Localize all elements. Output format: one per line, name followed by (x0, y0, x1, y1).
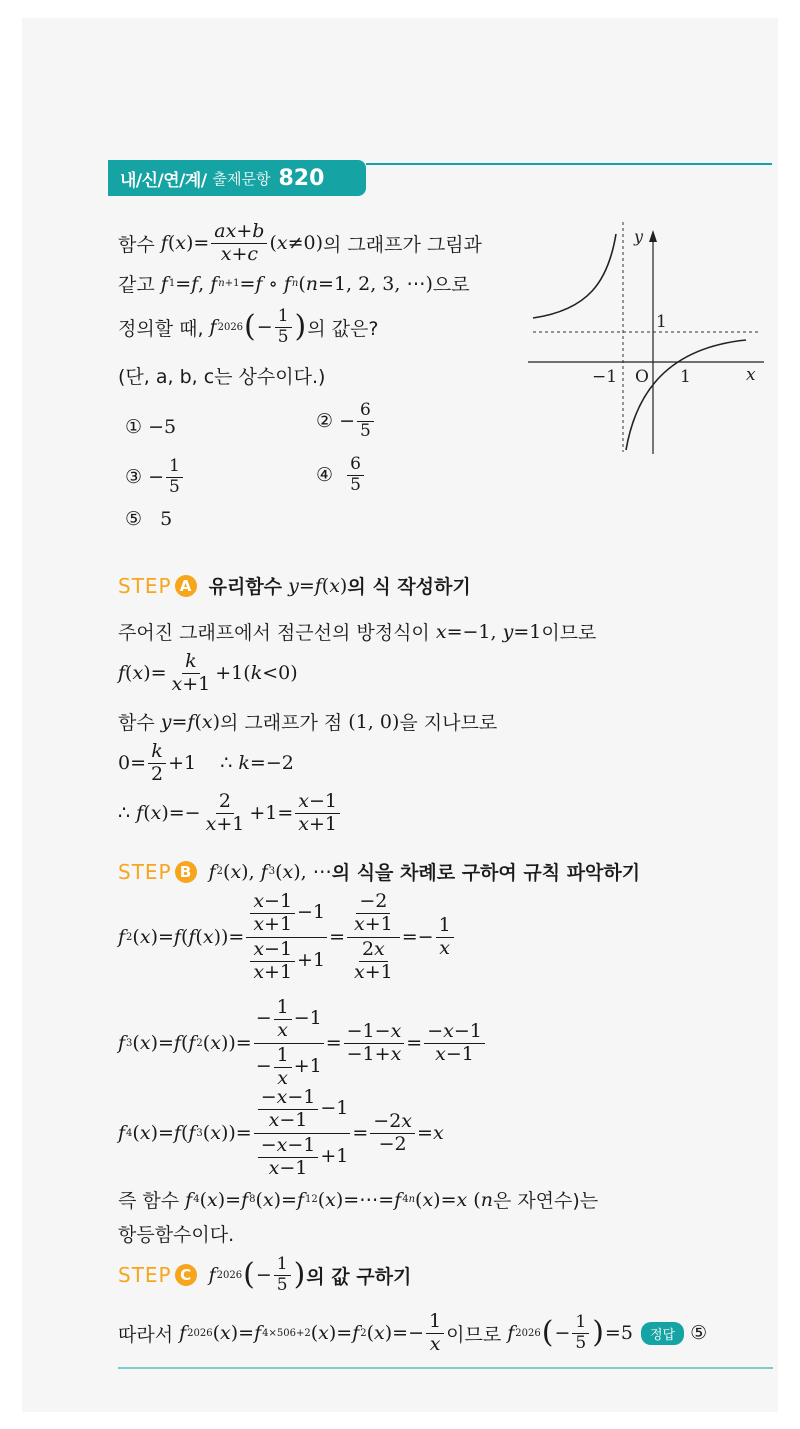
step-c-line-1: 따라서 f 2026 ( x )= f 4×506+2 ( x )= f 2 ( x )=− $\frac{1}{x}$ 이므로 f 2026 ( − $\frac{1}{5}$ ) =5 정답 ⑤ (118, 1310, 708, 1355)
step-b-f4: f 4 ( x )= f ( f 3 ( x ))= $\frac{-x-1}{x-1}$ −1 $\frac{-x-1}{x-1}$ +1 = $\frac{-2x}{-2}$ = x (118, 1086, 444, 1179)
problem-line-2: 같고 f 1 = f , f n+1 = f ∘ f n ( n =1, 2, 3, ⋯) 으로 (118, 270, 470, 297)
problem-text: 의 값은? (307, 317, 379, 340)
tick-label-1-y: 1 (656, 312, 667, 332)
step-c-heading: STEP C f 2026 ( − $\frac{1}{5}$ ) 의 값 구하기 (118, 1254, 412, 1295)
step-a-line-4: 0= $\frac{k}{2}$ +1 ∴ k =−2 (118, 740, 294, 785)
step-b-f3: f 3 ( x )= f ( f 2 ( x ))= − $\frac{1}{x}$ −1 − $\frac{1}{x}$ +1 = $\frac{-1-x}{-1+x}$ = $\frac{-x-1}{x-1}$ (118, 998, 487, 1089)
problem-text: 으로 (432, 274, 470, 296)
step-a-line-2: f ( x )= $\frac{k}{x+1}$ +1( k <0) (118, 650, 298, 695)
choice-4[interactable]: ④ $\frac{6}{5}$ (316, 456, 366, 495)
problem-text: 의 그래프가 그림과 (323, 233, 482, 256)
y-axis-arrow (649, 230, 657, 242)
tick-label-1-x: 1 (680, 367, 691, 387)
footer-rule (118, 1367, 773, 1369)
curve-right-branch (626, 340, 746, 450)
problem-header (108, 160, 366, 196)
problem-number: 820 (278, 165, 325, 191)
curve-left-branch (533, 234, 616, 318)
step-b-line-4: 즉 함수 f 4 ( x )= f 8 ( x )= f 12 ( x )=⋯= f 4n ( x )= x ( n 은 자연수)는 (118, 1188, 599, 1212)
step-c-badge: C (175, 1264, 197, 1286)
choice-1[interactable]: ① − 5 (125, 416, 177, 438)
choice-3[interactable]: ③ − $\frac{1}{5}$ (125, 458, 185, 497)
tick-label-neg1: −1 (592, 367, 618, 387)
problem-text: 함수 (118, 233, 155, 256)
step-b-line-5: 항등함수이다. (118, 1224, 235, 1246)
step-a-badge: A (175, 575, 197, 597)
header-subtitle: 출제문항 (212, 169, 271, 188)
step-a-heading: STEP A 유리함수 y = f ( x ) 의 식 작성하기 (118, 573, 471, 598)
step-a-line-3: 함수 y = f ( x ) 의 그래프가 점 (1, 0) 을 지나므로 (118, 710, 498, 734)
function-graph (528, 222, 768, 462)
problem-line-3: 정의할 때, f 2026 ( − $\frac{1}{5}$ ) 의 값은? (118, 306, 379, 347)
y-axis-label: y (634, 227, 644, 246)
problem-text: 정의할 때, (118, 317, 204, 340)
problem-line-1: 함수 f ( x )= $\frac{ax+b}{x+c}$ ( x ≠0) 의 그래프가 그림과 (118, 220, 482, 265)
choice-5[interactable]: ⑤ 5 (125, 508, 173, 530)
header-title: 내/신/연/계/ (120, 170, 207, 191)
answer-badge: 정답 (641, 1322, 684, 1345)
problem-condition: (단, a, b, c는 상수이다.) (118, 366, 326, 388)
step-b-heading: STEP B f 2 ( x ), f 3 ( x ), ⋯ 의 식을 차례로 구하여 규칙 파악하기 (118, 859, 641, 884)
step-b-f2: f 2 ( x )= f ( f ( x ))= $\frac{x-1}{x+1}$ −1 $\frac{x-1}{x+1}$ +1 = $\frac{-2}{x+1}$ $\frac{2x}{x+1}$ =− $\frac{1}{x}$ (118, 892, 456, 983)
header-rule (366, 163, 772, 165)
origin-label: O (635, 367, 649, 387)
x-axis-label: x (746, 365, 756, 385)
answer-value: ⑤ (690, 1322, 708, 1345)
step-a-line-1: 주어진 그래프에서 점근선의 방정식이 x =−1, y =1 이므로 (118, 620, 597, 644)
step-a-line-5: ∴ f ( x )=− $\frac{2}{x+1}$ +1= $\frac{x-1}{x+1}$ (118, 792, 342, 835)
problem-text: 같고 (118, 274, 155, 296)
choice-2[interactable]: ② − $\frac{6}{5}$ (316, 402, 376, 441)
step-b-badge: B (175, 861, 197, 883)
